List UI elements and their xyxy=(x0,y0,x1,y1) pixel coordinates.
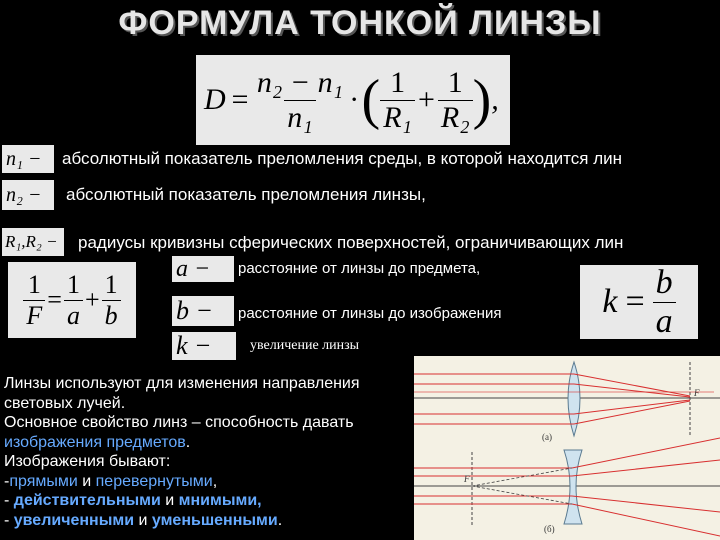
lens-frac-f xyxy=(23,270,45,331)
formula-dot: · xyxy=(350,83,358,116)
formula-lhs: D xyxy=(204,83,226,116)
para-line-3: Основное свойство линз – способность давать xyxy=(4,414,354,431)
para-period: . xyxy=(277,511,283,529)
mag-eq: = xyxy=(625,283,645,320)
formula-frac-r1 xyxy=(380,66,415,135)
para-dash: - xyxy=(4,472,10,490)
mag-b: b xyxy=(655,263,673,301)
optical-power-formula xyxy=(196,55,510,145)
formula-frac-r2 xyxy=(438,66,473,135)
lens-ray-diagram xyxy=(414,356,720,540)
para-images-of-objects: изображения предметов xyxy=(4,433,186,451)
mag-frac xyxy=(653,264,676,341)
focus-label-top: F xyxy=(694,388,700,398)
para-line-1: Линзы используют для изменения направления xyxy=(4,375,360,392)
label-a: (а) xyxy=(542,432,552,442)
para-line-8 xyxy=(4,511,414,531)
para-line-6 xyxy=(4,472,414,492)
def-symbol-r: R₁,R₂ − xyxy=(2,228,64,256)
lens-description xyxy=(4,374,414,530)
formula-eq: = xyxy=(229,83,250,116)
label-b: (б) xyxy=(544,524,555,534)
lens-f: F xyxy=(23,300,45,331)
formula-fraction xyxy=(254,66,346,135)
para-upright: прямыми xyxy=(9,472,78,490)
lens-a: a xyxy=(64,300,83,331)
var-text-k: увеличение линзы xyxy=(250,338,360,353)
para-virtual: мнимыми, xyxy=(178,492,262,509)
formula-rparen: ) xyxy=(472,69,492,131)
var-text-a: расстояние от линзы до предмета, xyxy=(238,260,481,277)
lens-one-b: 1 xyxy=(104,269,118,299)
def-symbol-n2: n₂ − xyxy=(2,180,54,210)
formula-num: n₂ − n₁ xyxy=(256,65,344,99)
lens-b: b xyxy=(102,300,121,331)
var-text-b: расстояние от линзы до изображения xyxy=(238,305,502,322)
para-dash: - xyxy=(4,511,14,529)
para-and: и xyxy=(77,472,96,490)
para-and: и xyxy=(134,511,152,529)
lens-formula xyxy=(8,262,136,338)
lens-one-a: 1 xyxy=(66,269,80,299)
var-symbol-a: a − xyxy=(172,256,234,282)
lens-frac-a xyxy=(64,270,83,331)
formula-plus: + xyxy=(417,83,435,116)
mag-k: k xyxy=(602,283,618,320)
para-and: и xyxy=(160,492,179,509)
para-magnified: увеличенными xyxy=(13,511,135,529)
lens-one-f: 1 xyxy=(27,269,41,299)
para-line-2: световых лучей. xyxy=(4,394,126,412)
para-inverted: перевернутыми xyxy=(95,472,213,490)
var-symbol-b: b − xyxy=(172,296,234,326)
para-comma: , xyxy=(212,472,218,490)
formula-r1: R₁ xyxy=(380,100,415,135)
para-line-4 xyxy=(4,433,414,453)
page-title: ФОРМУЛА ТОНКОЙ ЛИНЗЫ xyxy=(118,4,602,42)
formula-one2: 1 xyxy=(447,65,463,99)
para-reduced: уменьшенными xyxy=(151,511,278,529)
para-real: действительными xyxy=(13,492,161,509)
def-text-n1: абсолютный показатель преломления среды, в которой находится лин xyxy=(62,149,623,168)
var-symbol-k: k − xyxy=(172,332,236,360)
para-line-5: Изображения бывают: xyxy=(4,453,171,470)
def-text-n2: абсолютный показатель преломления линзы, xyxy=(66,185,426,204)
para-period: . xyxy=(185,433,191,451)
def-text-r: радиусы кривизны сферических поверхностей, ограничивающих лин xyxy=(78,233,624,252)
magnification-formula xyxy=(580,265,698,339)
formula-lparen: ( xyxy=(361,69,381,131)
formula-den: n₁ xyxy=(284,100,315,135)
formula-comma: , xyxy=(491,83,499,116)
para-dash: - xyxy=(4,492,14,509)
lens-plus: + xyxy=(84,285,100,314)
formula-r2: R₂ xyxy=(438,100,473,135)
para-line-7 xyxy=(4,491,414,511)
lens-eq: = xyxy=(47,285,62,314)
focus-label-bottom: F xyxy=(464,474,470,484)
formula-one1: 1 xyxy=(390,65,406,99)
mag-a: a xyxy=(653,302,676,341)
def-symbol-n1: n₁ − xyxy=(2,145,54,173)
lens-frac-b xyxy=(102,270,121,331)
